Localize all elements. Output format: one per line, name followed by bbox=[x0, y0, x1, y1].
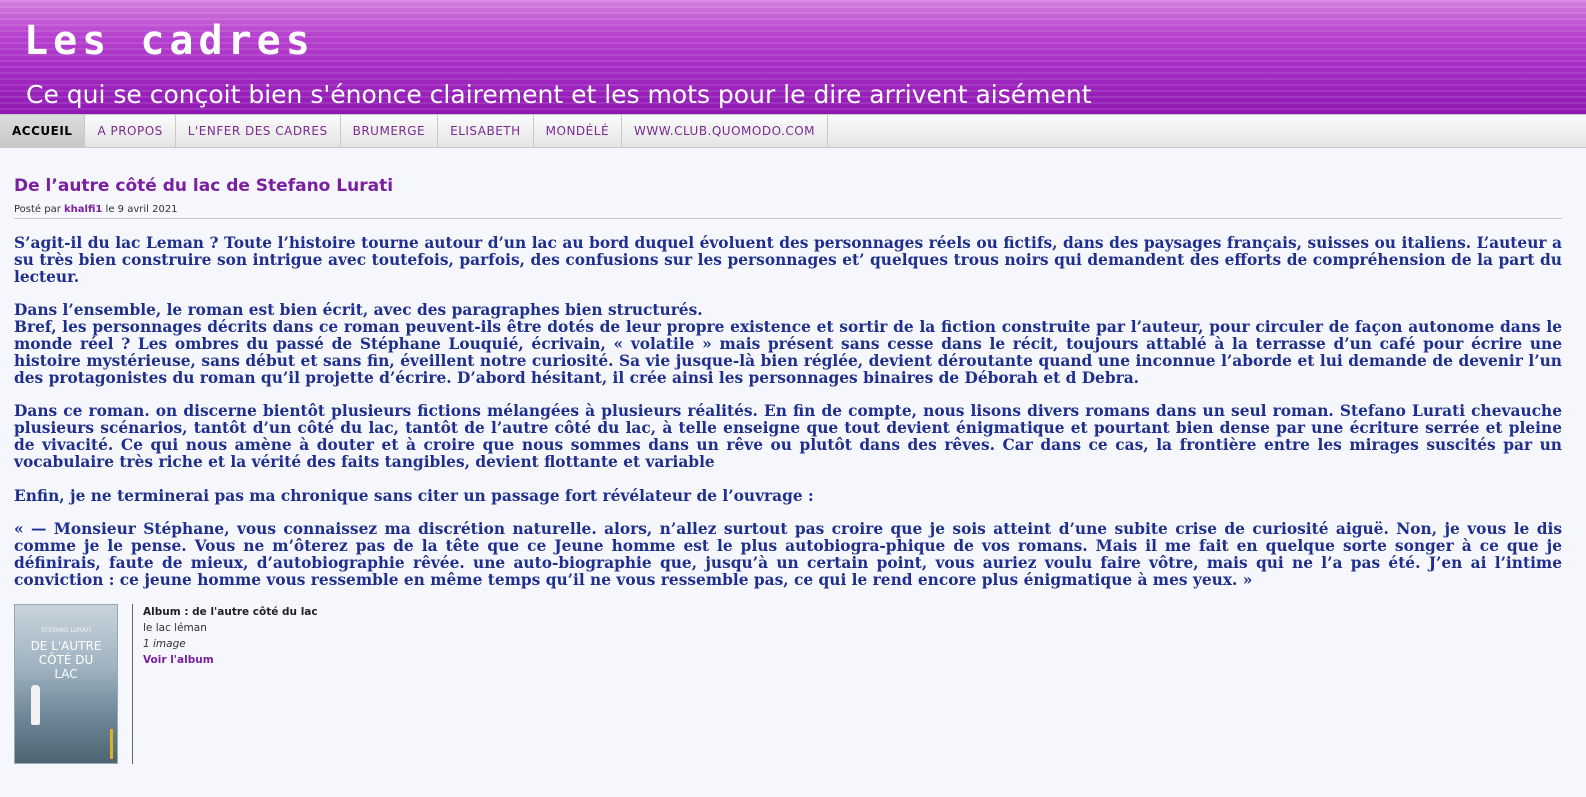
post-date: le 9 avril 2021 bbox=[105, 204, 178, 215]
site-tagline: Ce qui se conçoit bien s'énonce clairement et les mots pour le dire arrivent aisément bbox=[26, 80, 1092, 109]
album-divider bbox=[132, 604, 133, 764]
post-paragraph: Bref, les personnages décrits dans ce roman peuvent-ils être dotés de leur propre existence et sortir de la fiction construite par l’auteur, pour circuler de façon autonome dans le monde réel ? Les ombres du passé de Stéphane Louquié, écrivain, « volatile » mais présent sans cesse dans le récit, toujours attablé à la terrasse d’un café pour écrire une histoire mystérieuse, sans début et sans fin, éveillent notre curiosité. Sa vie jusque-là bien réglée, devient déroutante quand une inconnue l’aborde et lui demande de devenir l’un des protagonistes du roman qu’il projette d’écrire. D’abord hésitant, il crée ainsi les personnages binaires de Déborah et d Debra. bbox=[14, 318, 1562, 387]
nav-item-enfer-des-cadres[interactable]: L'ENFER DES CADRES bbox=[176, 115, 341, 147]
view-album-link[interactable]: Voir l'album bbox=[143, 653, 214, 666]
post-author-link[interactable]: khalfi1 bbox=[64, 204, 103, 215]
album-block bbox=[14, 604, 1572, 764]
nav-item-mondele[interactable]: MONDÉLÉ bbox=[534, 115, 622, 147]
nav-item-elisabeth[interactable]: ELISABETH bbox=[438, 115, 534, 147]
album-title: Album : de l'autre côté du lac bbox=[143, 605, 318, 618]
post-body bbox=[14, 235, 1562, 589]
site-header bbox=[0, 0, 1586, 114]
site-title[interactable]: Les cadres bbox=[24, 18, 315, 64]
post-paragraph: Dans ce roman. on discerne bientôt plusieurs fictions mélangées à plusieurs réalités. En fin de compte, nous lisons divers romans dans un seul roman. Stefano Lurati chevauche plusieurs scénarios, tantôt d’un côté du lac, tantôt de l’autre côté du lac, à telle enseigne que tout devient énigmatique et pourtant bien dense par une écriture serrée et pleine de vivacité. Ce qui nous amène à douter et à croire que nous sommes dans un rêve ou plutôt dans des rêves. Car dans ce cas, la frontière entre les mirages suscités par un vocabulaire très riche et la vérité des faits tangibles, devient flottante et variable bbox=[14, 402, 1562, 471]
main-nav bbox=[0, 114, 1586, 148]
post-paragraph: S’agit-il du lac Leman ? Toute l’histoire tourne autour d’un lac au bord duquel évoluent des personnages réels ou fictifs, dans des paysages français, suisses ou italiens. L’auteur a su très bien construire son intrigue avec toutefois, parfois, des confusions sur les personnages et’ quelques trous noirs qui demandent des efforts de compréhension de la part du lecteur. bbox=[14, 234, 1562, 286]
album-count: 1 image bbox=[143, 637, 186, 650]
post-title[interactable]: De l’autre côté du lac de Stefano Lurati bbox=[14, 176, 394, 196]
nav-item-brumerge[interactable]: BRUMERGE bbox=[341, 115, 439, 147]
cover-figure bbox=[31, 685, 40, 725]
nav-item-a-propos[interactable]: A PROPOS bbox=[85, 115, 175, 147]
album-cover-image[interactable] bbox=[14, 604, 118, 764]
post-meta-prefix: Posté par bbox=[14, 204, 61, 215]
post-paragraph: Dans l’ensemble, le roman est bien écrit, avec des paragraphes bien structurés. bbox=[14, 301, 703, 320]
album-subtitle: le lac léman bbox=[143, 621, 207, 634]
nav-item-accueil[interactable]: ACCUEIL bbox=[0, 115, 85, 147]
main-content bbox=[0, 176, 1586, 764]
cover-author: STEFANO LURATI bbox=[41, 626, 91, 634]
cover-title-line: DE L'AUTRE bbox=[30, 638, 102, 653]
post-quote: « — Monsieur Stéphane, vous connaissez ma discrétion naturelle. alors, n’allez surtout pas croire que je sois atteint d’une subite crise de curiosité aiguë. Non, je vous le dis comme je le pense. Vous ne m’ôterez pas de la tête que ce Jeune homme est le plus autobiogra-phique de vos romans. Mais il me fait en quelque sorte songer à ce que je définirais, faute de mieux, d’autobiographie rêvée. une auto-biographie que, jusqu’à un certain point, vous auriez voulu faire vôtre, mais qui ne l’a pas été. J’en ai l’intime conviction : ce jeune homme vous ressemble en même temps qu’il ne vous ressemble pas, ce qui le rend encore plus énigmatique à mes yeux. » bbox=[14, 520, 1562, 589]
cover-stripe bbox=[110, 729, 113, 759]
post-meta bbox=[14, 204, 1562, 219]
cover-title-line: LAC bbox=[54, 666, 78, 681]
cover-title-line: CÔTÉ DU bbox=[38, 652, 94, 667]
nav-item-club-quomodo[interactable]: WWW.CLUB.QUOMODO.COM bbox=[622, 115, 828, 147]
album-info bbox=[143, 604, 318, 764]
post-paragraph: Enfin, je ne terminerai pas ma chronique sans citer un passage fort révélateur de l’ouvrage : bbox=[14, 486, 814, 505]
